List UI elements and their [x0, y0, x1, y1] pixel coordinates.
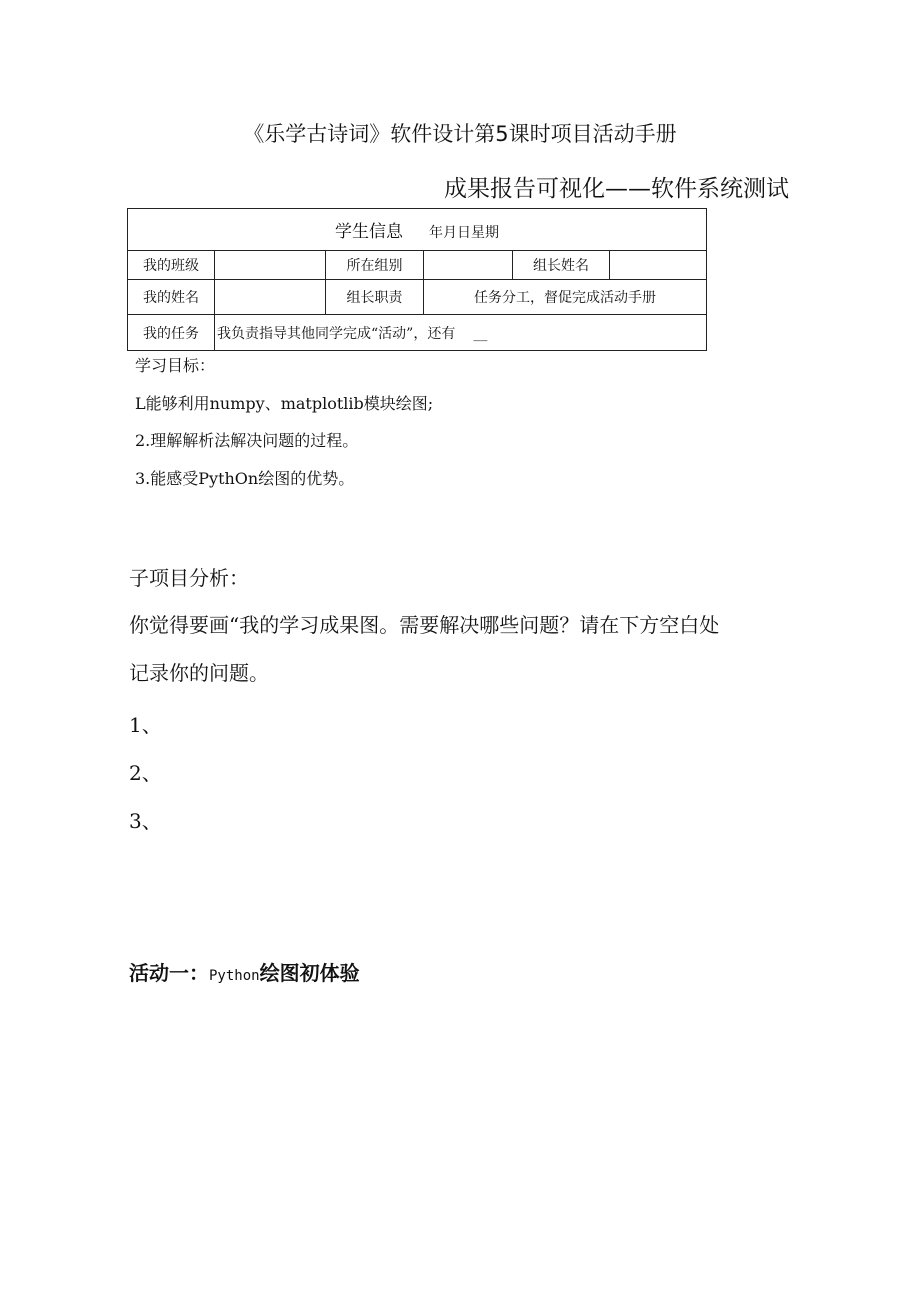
student-info-header: [128, 209, 707, 251]
analysis-prompt-line1: 你觉得要画“我的学习成果图。需要解决哪些问题？请在下方空白处: [129, 613, 720, 637]
student-info-table: [127, 208, 707, 351]
learning-goal-item: L能够利用numpy、matplotlib模块绘图;: [135, 394, 434, 413]
my-task-label: 我的任务: [128, 315, 215, 351]
group-label: 所在组别: [326, 251, 424, 280]
question-item: 2、: [129, 761, 162, 785]
question-item: 1、: [129, 713, 162, 737]
learning-goals-heading: 学习目标：: [135, 356, 216, 375]
activity-code: Python: [209, 968, 260, 984]
my-task-cell: [215, 315, 707, 351]
document-subtitle: 成果报告可视化——软件系统测试: [444, 176, 789, 202]
learning-goal-item: 3.能感受PythOn绘图的优势。: [135, 469, 355, 488]
my-task-text: 我负责指导其他同学完成“活动”，还有: [217, 325, 456, 342]
activity-prefix: 活动一：: [129, 961, 209, 985]
learning-goal-item: 2.理解解析法解决问题的过程。: [135, 431, 359, 450]
question-item: 3、: [129, 809, 162, 833]
my-task-blank[interactable]: __: [473, 325, 488, 342]
leader-name-label: 组长姓名: [513, 251, 610, 280]
analysis-prompt-line2: 记录你的问题。: [129, 661, 269, 685]
date-line: 年月日星期: [429, 225, 500, 241]
class-label: 我的班级: [128, 251, 215, 280]
class-field[interactable]: [215, 251, 326, 280]
leader-duty-label: 组长职责: [326, 280, 424, 315]
activity-heading: [129, 957, 360, 986]
analysis-heading: 子项目分析：: [129, 566, 249, 590]
activity-suffix: 绘图初体验: [259, 961, 360, 985]
my-name-field[interactable]: [215, 280, 326, 315]
my-name-label: 我的姓名: [128, 280, 215, 315]
student-info-heading: 学生信息: [335, 222, 404, 242]
leader-name-field[interactable]: [610, 251, 707, 280]
group-field[interactable]: [424, 251, 513, 280]
leader-duty-value: 任务分工，督促完成活动手册: [424, 280, 707, 315]
document-title: 《乐学古诗词》软件设计第5课时项目活动手册: [243, 122, 677, 146]
